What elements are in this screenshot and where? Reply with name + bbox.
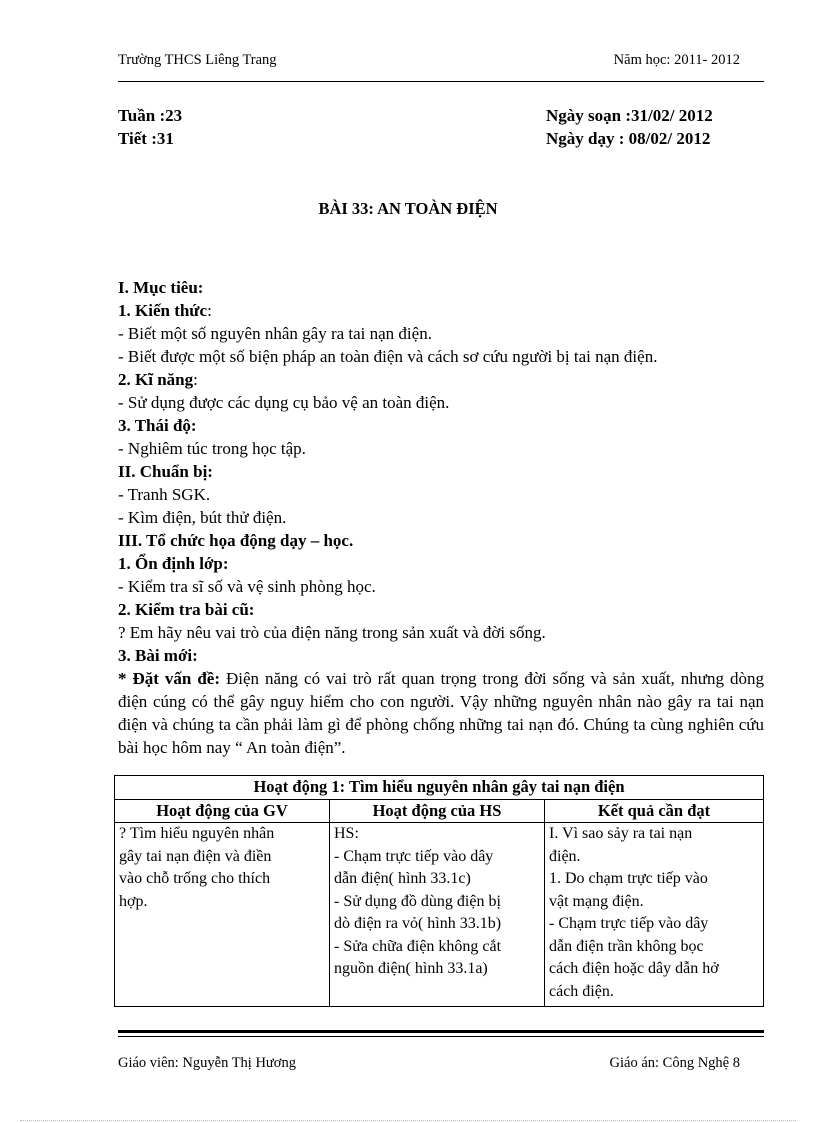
page-footer <box>118 1055 740 1072</box>
intro-paragraph <box>118 667 764 759</box>
page-header <box>118 52 740 69</box>
col-header-result: Kết quả cần đạt <box>545 799 764 823</box>
activity-table <box>114 775 764 1007</box>
skills-heading: 2. Kĩ năng: <box>118 370 198 389</box>
knowledge-item-2: - Biết được một số biện pháp an toàn điện và cách sơ cứu người bị tai nạn điện. <box>118 347 658 366</box>
preparation-item-1: - Tranh SGK. <box>118 485 211 504</box>
preparation-heading: II. Chuẩn bị: <box>118 462 213 481</box>
col-header-teacher: Hoạt động của GV <box>115 799 330 823</box>
attitude-heading: 3. Thái độ: <box>118 416 197 435</box>
organization-heading: III. Tổ chức họa động dạy – học. <box>118 531 354 550</box>
subject-name: Giáo án: Công Nghệ 8 <box>609 1055 740 1071</box>
section-objectives-heading: I. Mục tiêu: <box>118 278 204 297</box>
teacher-name: Giáo viên: Nguyễn Thị Hương <box>118 1055 296 1071</box>
col-header-student: Hoạt động của HS <box>330 799 545 823</box>
meta-left <box>118 104 182 150</box>
old-lesson-check-item-1: ? Em hãy nêu vai trò của điện năng trong sản xuất và đời sống. <box>118 623 546 642</box>
teacher-activity-cell: ? Tìm hiểu nguyên nhân gây tai nạn điện và điền vào chỗ trống cho thích hợp. <box>115 823 330 1007</box>
knowledge-heading: 1. Kiến thức: <box>118 301 212 320</box>
new-lesson-heading: 3. Bài mới: <box>118 646 198 665</box>
prep-date: Ngày soạn :31/02/ 2012 <box>546 106 713 125</box>
old-lesson-check-heading: 2. Kiểm tra bài cũ: <box>118 600 255 619</box>
period-label: Tiết :31 <box>118 129 174 148</box>
footer-rule-thin <box>118 1036 764 1037</box>
student-activity-cell: HS: - Chạm trực tiếp vào dây dẫn điện( hình 33.1c) - Sử dụng đồ dùng điện bị dò điện ra vỏ( hình 33.1b) - Sửa chữa điện không cắt nguồn điện( hình 33.1a) <box>330 823 545 1007</box>
activity-title: Hoạt động 1: Tìm hiểu nguyên nhân gây tai nạn điện <box>115 776 764 800</box>
lesson-title: BÀI 33: AN TOÀN ĐIỆN <box>318 199 498 218</box>
skills-item-1: - Sử dụng được các dụng cụ bảo vệ an toàn điện. <box>118 393 450 412</box>
week-label: Tuần :23 <box>118 106 183 125</box>
class-stabilize-heading: 1. Ổn định lớp: <box>118 554 229 573</box>
attitude-item-1: - Nghiêm túc trong học tập. <box>118 439 306 458</box>
knowledge-item-1: - Biết một số nguyên nhân gây ra tai nạn điện. <box>118 324 432 343</box>
lesson-body <box>118 276 764 759</box>
intro-text: Điện năng có vai trò rất quan trọng trong đời sống và sản xuất, nhưng dòng điện cúng có thể gây nguy hiểm cho con người. Vậy những nguyên nhân nào gây ra tai nạn điện và chúng ta cần phải làm gì để phòng chống những tai nạn đó. Chúng ta cùng nghiên cứu bài học hôm nay “ An toàn điện”. <box>118 669 764 757</box>
table-row <box>115 823 764 1007</box>
header-rule <box>118 81 764 82</box>
page-edge-divider <box>20 1120 796 1121</box>
school-name: Trường THCS Liêng Trang <box>118 52 277 68</box>
expected-result-cell: I. Vì sao sảy ra tai nạn điện. 1. Do chạm trực tiếp vào vật mạng điện. - Chạm trực tiếp vào dây dẫn điện trần không bọc cách điện hoặc dây dẫn hở cách điện. <box>545 823 764 1007</box>
footer-rule-thick <box>118 1030 764 1033</box>
teach-date: Ngày dạy : 08/02/ 2012 <box>546 129 711 148</box>
class-stabilize-item-1: - Kiểm tra sĩ số và vệ sinh phòng học. <box>118 577 376 596</box>
school-year: Năm học: 2011- 2012 <box>613 52 740 68</box>
preparation-item-2: - Kìm điện, bút thử điện. <box>118 508 287 527</box>
meta-right <box>546 104 713 150</box>
intro-label: * Đặt vấn đề: <box>118 669 220 688</box>
